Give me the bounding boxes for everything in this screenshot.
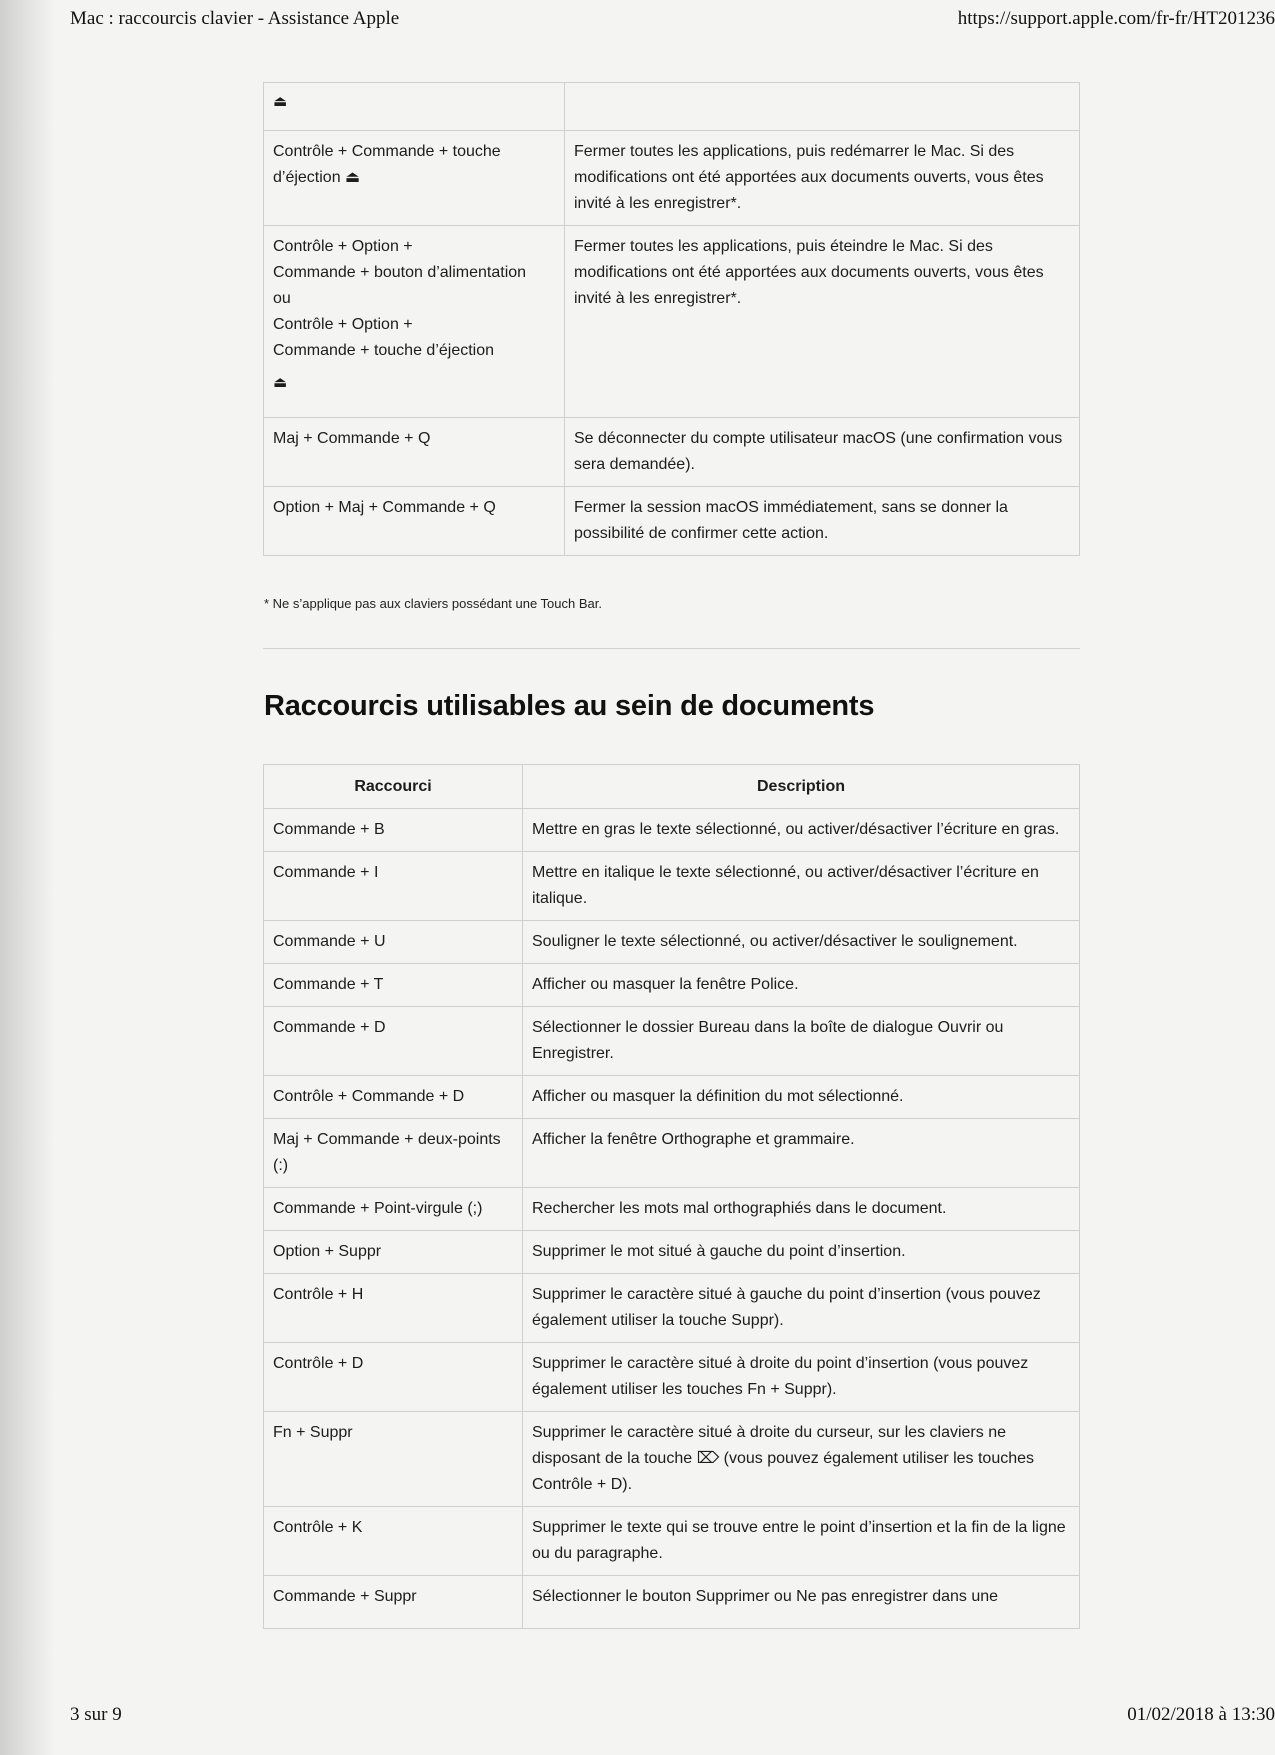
description-cell: Afficher ou masquer la définition du mot sélectionné.: [523, 1076, 1080, 1119]
shortcut-cell: [264, 83, 565, 131]
description-cell: Mettre en gras le texte sélectionné, ou activer/désactiver l’écriture en gras.: [523, 809, 1080, 852]
shortcut-cell: Commande + D: [264, 1007, 523, 1076]
footnote: * Ne s’applique pas aux claviers possédant une Touch Bar.: [264, 596, 602, 611]
document-shortcuts-table: [263, 764, 1080, 1629]
shortcut-cell: Commande + T: [264, 964, 523, 1007]
eject-key-icon: ⏏: [273, 93, 288, 110]
description-cell: Supprimer le texte qui se trouve entre le point d’insertion et la fin de la ligne ou du paragraphe.: [523, 1507, 1080, 1576]
table-row: [264, 1343, 1080, 1412]
table-row: [264, 131, 1080, 226]
shortcut-cell: Commande + Point-virgule (;): [264, 1188, 523, 1231]
shortcut-cell: Contrôle + H: [264, 1274, 523, 1343]
scan-left-edge-shadow: [0, 0, 55, 1755]
print-footer-date: 01/02/2018 à 13:30: [1127, 1704, 1275, 1725]
print-footer-page: 3 sur 9: [70, 1704, 122, 1725]
shortcut-cell: Maj + Commande + Q: [264, 418, 565, 487]
shortcut-cell: [264, 226, 565, 418]
description-cell: Se déconnecter du compte utilisateur macOS (une confirmation vous sera demandée).: [565, 418, 1080, 487]
shortcut-cell: Maj + Commande + deux-points (:): [264, 1119, 523, 1188]
table-row: [264, 83, 1080, 131]
print-footer: [70, 1704, 1275, 1734]
table-row: [264, 1076, 1080, 1119]
table-row: [264, 921, 1080, 964]
section-title: Raccourcis utilisables au sein de documents: [264, 690, 875, 722]
table-row: [264, 1188, 1080, 1231]
shortcut-text: Contrôle + Option + Commande + bouton d’alimentation ou Contrôle + Option + Commande + touche d’éjection: [273, 238, 527, 359]
shortcut-cell: Contrôle + D: [264, 1343, 523, 1412]
table-row: [264, 226, 1080, 418]
shortcut-cell: Commande + B: [264, 809, 523, 852]
description-cell: Supprimer le caractère situé à droite du point d’insertion (vous pouvez également utiliser les touches Fn + Suppr).: [523, 1343, 1080, 1412]
table-row: [264, 487, 1080, 556]
table-header-row: [264, 765, 1080, 809]
shortcut-cell: Option + Maj + Commande + Q: [264, 487, 565, 556]
column-header-shortcut: Raccourci: [264, 765, 523, 809]
table-row: [264, 1119, 1080, 1188]
print-header-title: Mac : raccourcis clavier - Assistance Apple: [70, 8, 400, 29]
description-cell: Sélectionner le bouton Supprimer ou Ne pas enregistrer dans une: [523, 1576, 1080, 1629]
section-divider: [263, 648, 1080, 649]
shortcut-cell: Contrôle + Commande + D: [264, 1076, 523, 1119]
system-shortcuts-table: [263, 82, 1080, 556]
table-row: [264, 418, 1080, 487]
table-row: [264, 1507, 1080, 1576]
description-cell: Supprimer le caractère situé à gauche du point d’insertion (vous pouvez également utiliser la touche Suppr).: [523, 1274, 1080, 1343]
column-header-description: Description: [523, 765, 1080, 809]
description-cell: Souligner le texte sélectionné, ou activer/désactiver le soulignement.: [523, 921, 1080, 964]
table-row: [264, 1274, 1080, 1343]
description-cell: [565, 83, 1080, 131]
description-cell: Fermer toutes les applications, puis redémarrer le Mac. Si des modifications ont été apportées aux documents ouverts, vous êtes invité à les enregistrer*.: [565, 131, 1080, 226]
description-cell: Fermer la session macOS immédiatement, sans se donner la possibilité de confirmer cette action.: [565, 487, 1080, 556]
description-cell: Mettre en italique le texte sélectionné, ou activer/désactiver l’écriture en italique.: [523, 852, 1080, 921]
description-cell: Afficher la fenêtre Orthographe et grammaire.: [523, 1119, 1080, 1188]
eject-key-icon: ⏏: [273, 374, 288, 391]
shortcut-cell: Commande + I: [264, 852, 523, 921]
shortcut-cell: Contrôle + Commande + touche d’éjection ⏏: [264, 131, 565, 226]
table-row: [264, 1412, 1080, 1507]
description-cell: Supprimer le mot situé à gauche du point d’insertion.: [523, 1231, 1080, 1274]
description-cell: Rechercher les mots mal orthographiés dans le document.: [523, 1188, 1080, 1231]
description-cell: Fermer toutes les applications, puis éteindre le Mac. Si des modifications ont été apportées aux documents ouverts, vous êtes invité à les enregistrer*.: [565, 226, 1080, 418]
print-header-url: https://support.apple.com/fr-fr/HT201236: [957, 8, 1275, 29]
print-header: [70, 6, 1275, 36]
table-row: [264, 1231, 1080, 1274]
shortcut-cell: Option + Suppr: [264, 1231, 523, 1274]
table-row: [264, 1007, 1080, 1076]
table-row: [264, 809, 1080, 852]
shortcut-cell: Commande + Suppr: [264, 1576, 523, 1629]
description-cell: Supprimer le caractère situé à droite du curseur, sur les claviers ne disposant de la touche ⌦ (vous pouvez également utiliser les touches Contrôle + D).: [523, 1412, 1080, 1507]
shortcut-cell: Commande + U: [264, 921, 523, 964]
description-cell: Afficher ou masquer la fenêtre Police.: [523, 964, 1080, 1007]
description-cell: Sélectionner le dossier Bureau dans la boîte de dialogue Ouvrir ou Enregistrer.: [523, 1007, 1080, 1076]
shortcut-cell: Contrôle + K: [264, 1507, 523, 1576]
table-row: [264, 852, 1080, 921]
table-row: [264, 964, 1080, 1007]
shortcut-cell: Fn + Suppr: [264, 1412, 523, 1507]
table-row: [264, 1576, 1080, 1629]
